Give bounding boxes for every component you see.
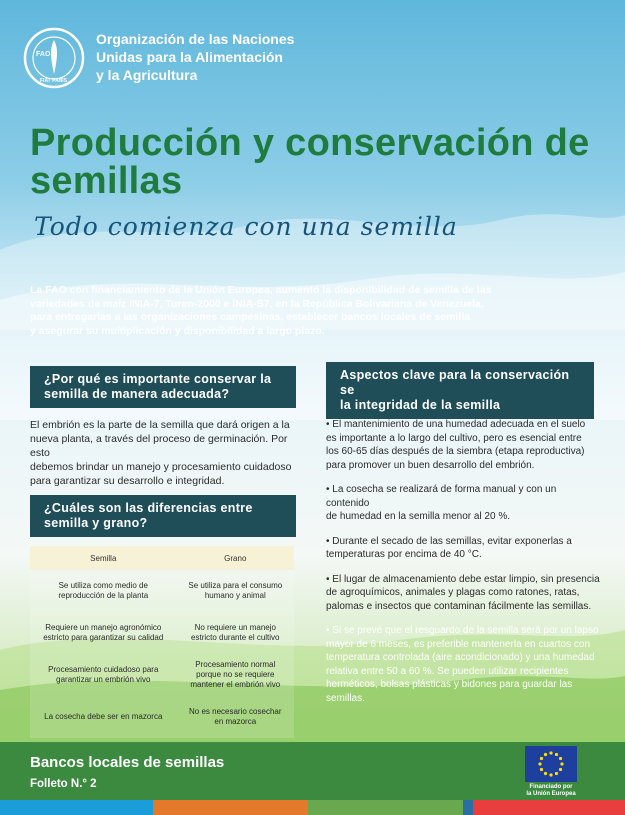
list-item xyxy=(326,624,601,705)
eu-star-icon xyxy=(538,762,541,765)
cell-line: porque no se requiere xyxy=(196,670,275,679)
eu-star-icon xyxy=(559,768,562,771)
eu-star-icon xyxy=(559,757,562,760)
list-item-line: herméticos, bolsas plásticas y bidones para guardar las xyxy=(326,679,573,690)
org-line-3: y la Agricultura xyxy=(96,67,198,83)
page-title xyxy=(30,124,610,200)
title-line-1: Producción y conservación de xyxy=(30,122,590,164)
cell-line: humano y animal xyxy=(204,591,266,600)
eu-star-icon xyxy=(549,773,552,776)
logo-text: FAO xyxy=(36,51,51,58)
table-row xyxy=(30,612,294,654)
booklet-number: Folleto N.° 2 xyxy=(30,778,97,790)
paragraph-line: debemos brindar un manejo y procesamiento cuidadoso xyxy=(30,461,292,473)
list-item-line: de humedad en la semilla menor al 20 %. xyxy=(326,511,510,522)
cell-line: No es necesario cosechar xyxy=(189,707,282,716)
logo-motto: FIAT PANIS xyxy=(40,78,68,84)
intro-line: para entregarlas a las organizaciones campesinas, establecer bancos locales de semilla xyxy=(30,311,471,323)
list-item-line: temperatura controlada (aire acondicionado) y una humedad xyxy=(326,652,595,663)
eu-star-icon xyxy=(555,772,558,775)
cell-line: estricto durante el cultivo xyxy=(191,633,280,642)
section-header-line: semilla de manera adecuada? xyxy=(44,387,230,401)
paragraph-line: para garantizar su desarrollo e integridad. xyxy=(30,475,225,487)
color-stripe-orange xyxy=(153,800,308,815)
list-item-line: de agroquímicos, animales y plagas como ratones, ratas, xyxy=(326,587,580,598)
list-item-line: los 60-65 días después de la siembra (etapa reproductiva) xyxy=(326,446,585,457)
section-header-line: ¿Cuáles son las diferencias entre xyxy=(44,501,253,515)
seed-vs-grain-table xyxy=(30,546,294,738)
list-item-line: • Durante el secado de las semillas, evitar exponerlas a xyxy=(326,535,572,547)
list-item-line: temperaturas por encima de 40 °C. xyxy=(326,549,482,560)
table-cell xyxy=(30,696,177,738)
table-row xyxy=(30,696,294,738)
series-title: Bancos locales de semillas xyxy=(30,754,225,771)
list-item-line: palomas e insectos que contaminan fácilmente las semillas. xyxy=(326,600,592,612)
list-item-line: • Si se prevé que el resguardo de la semilla será por un lapso xyxy=(326,625,599,636)
eu-star-icon xyxy=(544,753,547,756)
list-item-line: • La cosecha se realizará de forma manual y con un contenido xyxy=(326,484,557,509)
section-header-line: la integridad de la semilla xyxy=(340,398,501,412)
table-cell xyxy=(30,612,177,654)
intro-line: variedades de maíz INIA-7, Turen-2000 e INIA-S7, en la República Bolivariana de Venezuela, xyxy=(30,297,484,310)
intro-line: y asegurar su multiplicación y disponibilidad a largo plazo. xyxy=(30,324,325,337)
section-header-line: semilla y grano? xyxy=(44,516,148,530)
table-cell xyxy=(30,570,177,612)
importance-paragraph xyxy=(30,418,305,488)
list-item xyxy=(326,483,601,524)
table-cell xyxy=(177,654,294,696)
table-row xyxy=(30,654,294,696)
cell-line: Procesamiento cuidadoso para xyxy=(48,665,159,674)
list-item-line: • El lugar de almacenamiento debe estar limpio, sin presencia xyxy=(326,573,600,585)
eu-funding-caption xyxy=(510,784,592,798)
column-header-semilla: Semilla xyxy=(30,546,177,570)
color-stripe-darkblue xyxy=(463,800,473,815)
eu-star-icon xyxy=(544,772,547,775)
intro-line: La FAO con financiamiento de la Unión Europea, aumentó la disponibilidad de semilla de las xyxy=(30,284,492,296)
cell-line: No requiere un manejo xyxy=(194,623,276,632)
table-cell xyxy=(177,570,294,612)
list-item xyxy=(326,418,601,472)
cell-line: estricto para garantizar su calidad xyxy=(43,633,164,642)
table-row xyxy=(30,570,294,612)
list-item xyxy=(326,535,601,562)
color-stripe-red xyxy=(473,800,625,815)
section-header-importance xyxy=(30,366,296,408)
org-line-2: Unidas para la Alimentación xyxy=(96,49,283,65)
column-header-grano: Grano xyxy=(177,546,294,570)
eu-star-icon xyxy=(555,753,558,756)
org-line-1: Organización de las Naciones xyxy=(96,31,295,47)
cell-line: en mazorca xyxy=(214,717,257,726)
cell-line: reproducción de la planta xyxy=(58,591,149,600)
table-header-row xyxy=(30,546,294,570)
section-header-line: ¿Por qué es importante conservar la xyxy=(44,372,272,386)
table-cell xyxy=(177,696,294,738)
color-stripe-green xyxy=(308,800,463,815)
cell-line: Requiere un manejo agronómico xyxy=(45,623,162,632)
list-item-line: • El mantenimiento de una humedad adecuada en el suelo xyxy=(326,419,586,430)
key-aspects-list xyxy=(326,418,601,716)
cell-line: mantener el embrión vivo xyxy=(190,680,281,689)
fao-logo xyxy=(22,26,86,90)
eu-caption-line: la Unión Europea xyxy=(526,791,576,797)
section-header-key-aspects xyxy=(326,362,594,419)
paragraph-line: nueva planta, a través del proceso de germinación. Por esto xyxy=(30,433,288,459)
section-header-differences xyxy=(30,495,296,537)
eu-star-icon xyxy=(540,757,543,760)
color-stripe-blue xyxy=(0,800,153,815)
paragraph-line: El embrión es la parte de la semilla que dará origen a la xyxy=(30,419,290,431)
title-line-2: semillas xyxy=(30,160,183,202)
list-item-line: para promover un buen desarrollo del embrión. xyxy=(326,459,535,471)
intro-paragraph xyxy=(30,284,590,338)
cell-line: Se utiliza como medio de xyxy=(58,581,148,590)
eu-star-icon xyxy=(549,751,552,754)
section-header-line: Aspectos clave para la conservación se xyxy=(340,368,570,397)
list-item-line: semillas. xyxy=(326,692,365,704)
table-cell xyxy=(177,612,294,654)
page-subtitle: Todo comienza con una semilla xyxy=(34,212,458,241)
eu-star-icon xyxy=(540,768,543,771)
cell-line: garantizar un embrión vivo xyxy=(56,675,151,684)
table-cell xyxy=(30,654,177,696)
list-item-line: relativa entre 50 a 60 %. Se pueden utilizar recipientes xyxy=(326,665,569,677)
list-item-line: mayor de 6 meses, es preferible mantenerla en cuartos con xyxy=(326,638,591,650)
eu-flag-icon xyxy=(525,746,577,782)
eu-star-icon xyxy=(560,762,563,765)
eu-caption-line: Financiado por xyxy=(529,784,573,790)
cell-line: La cosecha debe ser en mazorca xyxy=(44,712,163,721)
cell-line: Procesamiento normal xyxy=(195,660,276,669)
list-item-line: es importante a lo largo del cultivo, pero es esencial entre xyxy=(326,432,582,444)
cell-line: Se utiliza para el consumo xyxy=(188,581,283,590)
list-item xyxy=(326,573,601,614)
organization-name xyxy=(96,30,294,84)
